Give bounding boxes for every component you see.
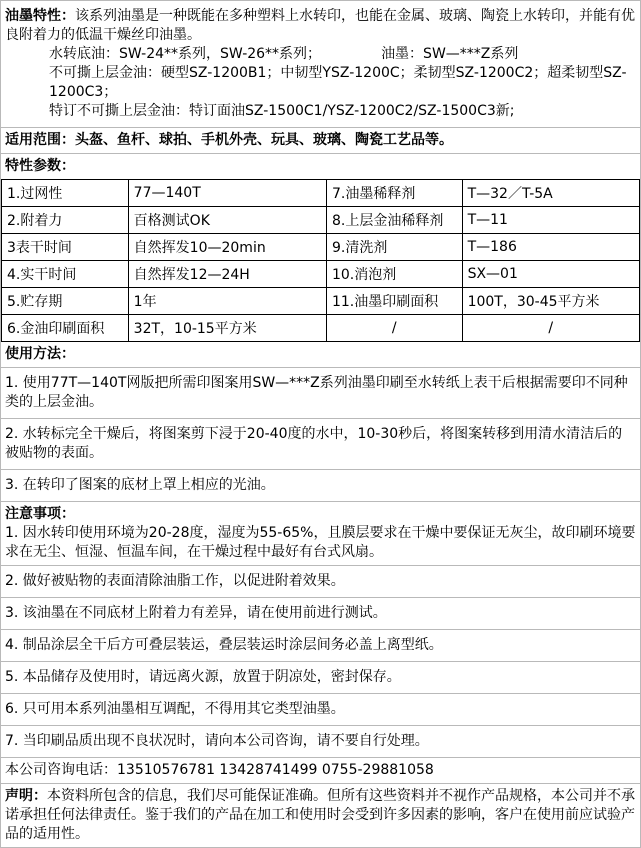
section-notes	[1, 502, 640, 566]
table-row	[2, 180, 640, 207]
ink-characteristics-intro	[5, 7, 636, 45]
statement-content: 本资料所包含的信息，我们尽可能保证准确。但所有这些资料并不视作产品规格，本公司并不承诺承担任何法律责任。鉴于我们的产品在加工和使用时会受到许多因素的影响，客户在使用前应试验产品的适用性。	[5, 788, 635, 842]
param-value-cell: 100T，30-45平方米	[462, 288, 639, 315]
base-oil-line: 水转底油：SW-24**系列，SW-26**系列； 油墨：SW—***Z系列	[49, 46, 519, 62]
param-label-cell: 5.贮存期	[2, 288, 129, 315]
param-label-cell: 3表干时间	[2, 234, 129, 261]
note-item: 7. 当印刷品质出现不良状况时，请向本公司咨询，请不要自行处理。	[1, 726, 640, 758]
note-item: 3. 该油墨在不同底材上附着力有差异，请在使用前进行测试。	[1, 598, 640, 630]
table-row	[2, 234, 640, 261]
param-value-cell: 百格测试OK	[128, 207, 326, 234]
parameters-table	[1, 179, 640, 342]
section-usage-title: 使用方法：	[1, 342, 640, 368]
usage-item: 3. 在转印了图案的底材上罩上相应的光油。	[1, 470, 640, 502]
note-item: 4. 制品涂层全干后方可叠层装运，叠层装运时涂层间务必盖上离型纸。	[1, 630, 640, 662]
param-value-cell: 32T，10-15平方米	[128, 315, 326, 342]
param-value-cell: SX—01	[462, 261, 639, 288]
param-value-cell: 自然挥发10—20min	[128, 234, 326, 261]
ink-series-label: 油墨：SW—***Z系列	[381, 46, 519, 62]
custom-top-coat-line: 特订不可撕上层金油：特订面油SZ-1500C1/YSZ-1200C2/SZ-1500C3新;	[49, 103, 515, 119]
usage-item: 2. 水转标完全干燥后，将图案剪下浸于20-40度的水中，10-30秒后，将图案转移到用清水清洁后的被贴物的表面。	[1, 419, 640, 470]
section-application-scope	[1, 128, 640, 154]
note-item: 1. 因水转印使用环境为20-28度，湿度为55-65%，且膜层要求在干燥中要保证无灰尘，故印刷环境要求在无尘、恒湿、恒温车间，在干燥过程中最好有台式风扇。	[5, 525, 636, 560]
param-empty-cell: /	[326, 315, 462, 342]
param-label-cell: 10.消泡剂	[326, 261, 462, 288]
note-item: 6. 只可用本系列油墨相互调配，不得用其它类型油墨。	[1, 694, 640, 726]
param-value-cell: T—186	[462, 234, 639, 261]
param-label-cell: 6.金油印刷面积	[2, 315, 129, 342]
contact-phone-line: 本公司咨询电话：13510576781 13428741499 0755-29881058	[1, 758, 640, 784]
param-value-cell: 自然挥发12—24H	[128, 261, 326, 288]
notes-title: 注意事项：	[5, 506, 75, 522]
table-row	[2, 261, 640, 288]
param-label-cell: 8.上层金油稀释剂	[326, 207, 462, 234]
param-label-cell: 2.附着力	[2, 207, 129, 234]
usage-item: 1. 使用77T—140T网版把所需印图案用SW—***Z系列油墨印刷至水转纸上表干后根据需要印不同种类的上层金油。	[1, 368, 640, 419]
param-label-cell: 11.油墨印刷面积	[326, 288, 462, 315]
application-scope-title: 适用范围：	[5, 132, 75, 148]
table-row	[2, 315, 640, 342]
param-label-cell: 4.实干时间	[2, 261, 129, 288]
table-row	[2, 207, 640, 234]
param-label-cell: 7.油墨稀释剂	[326, 180, 462, 207]
note-item: 2. 做好被贴物的表面清除油脂工作，以促进附着效果。	[1, 566, 640, 598]
statement-title: 声明：	[5, 788, 47, 804]
param-value-cell: T—11	[462, 207, 639, 234]
section-ink-characteristics	[1, 1, 640, 128]
note-item: 5. 本品储存及使用时，请远离火源，放置于阴凉处，密封保存。	[1, 662, 640, 694]
section-parameters-title: 特性参数：	[5, 158, 75, 174]
param-value-cell: 1年	[128, 288, 326, 315]
param-label-cell: 1.过网性	[2, 180, 129, 207]
param-value-cell: T—32／T-5A	[462, 180, 639, 207]
param-empty-cell: /	[462, 315, 639, 342]
application-scope-content: 头盔、鱼杆、球拍、手机外壳、玩具、玻璃、陶瓷工艺品等。	[75, 132, 453, 148]
table-row	[2, 288, 640, 315]
param-value-cell: 77—140T	[128, 180, 326, 207]
param-label-cell: 9.清洗剂	[326, 234, 462, 261]
top-coat-line: 不可撕上层金油：硬型SZ-1200B1；中韧型YSZ-1200C；柔韧型SZ-1200C2；超柔韧型SZ-1200C3；	[49, 65, 627, 100]
section-statement	[1, 784, 640, 847]
ink-characteristics-title: 油墨特性：	[5, 8, 75, 24]
ink-characteristics-text: 该系列油墨是一种既能在多种塑料上水转印，也能在金属、玻璃、陶瓷上水转印，并能有优良附着力的低温干燥丝印油墨。	[5, 8, 635, 43]
